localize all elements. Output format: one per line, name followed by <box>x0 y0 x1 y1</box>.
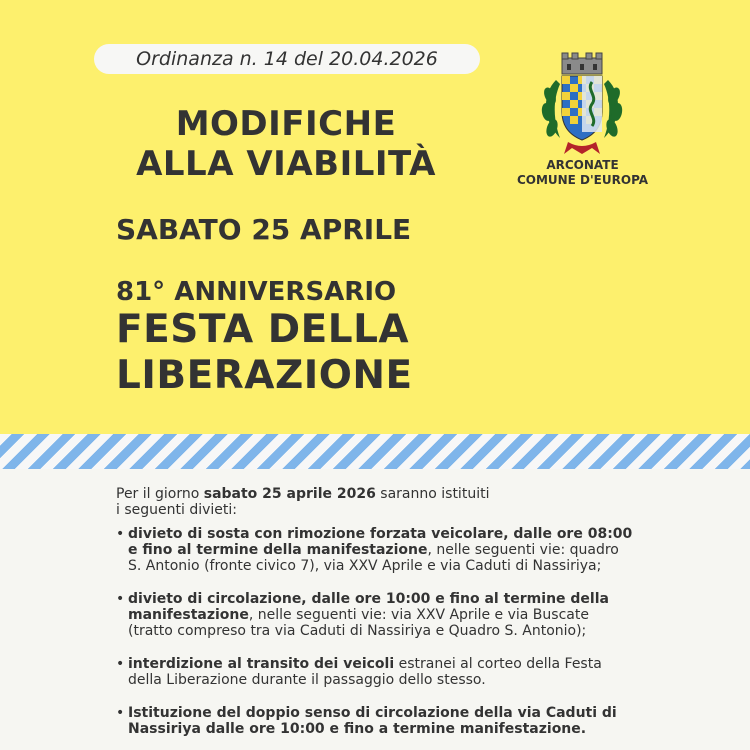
list-item <box>116 591 636 639</box>
coat-of-arms-icon <box>534 50 630 158</box>
municipality-label <box>500 158 665 188</box>
striped-divider <box>0 434 750 472</box>
bullet-icon: • <box>116 705 125 721</box>
ordinance-text <box>116 486 636 750</box>
list-item-bold: divieto di circolazione, dalle ore 10:00 e fino al termine della manifestazione <box>128 591 609 623</box>
festa-line-2: LIBERAZIONE <box>116 353 413 398</box>
intro-suffix: saranno istituiti <box>375 486 490 502</box>
bullet-icon: • <box>116 526 125 542</box>
title-line-2: ALLA VIABILITÀ <box>136 144 436 184</box>
list-item-text: estranei al corteo della Festa della Liberazione durante il passaggio dello stesso. <box>128 656 602 688</box>
festa-title <box>116 307 413 399</box>
list-item-bold: Istituzione del doppio senso di circolazione della via Caduti di Nassiriya dalle ore 10:00 e fino a termine manifestazione. <box>128 705 617 737</box>
list-item-bold: interdizione al transito dei veicoli <box>128 656 395 672</box>
municipality-name: ARCONATE <box>546 158 619 172</box>
list-item <box>116 656 636 688</box>
event-date: SABATO 25 APRILE <box>116 213 412 246</box>
list-item-text: , nelle seguenti vie: quadro S. Antonio (fronte civico 7), via XXV Aprile e via Caduti di Nassiriya; <box>128 542 619 574</box>
list-item <box>116 526 636 574</box>
municipality-motto: COMUNE D'EUROPA <box>516 173 649 187</box>
anniversary-label: 81° ANNIVERSARIO <box>116 277 397 307</box>
list-item-bold: divieto di sosta con rimozione forzata veicolare, dalle ore 08:00 e fino al termine della manifestazione <box>128 526 633 558</box>
intro-paragraph <box>116 486 636 518</box>
list-item <box>116 705 636 737</box>
intro-line-2: i seguenti divieti: <box>116 502 237 518</box>
bullet-icon: • <box>116 591 125 607</box>
intro-date: sabato 25 aprile 2026 <box>203 486 376 502</box>
ordinanza-badge: Ordinanza n. 14 del 20.04.2026 <box>94 44 480 74</box>
list-item-text: , nelle seguenti vie: via XXV Aprile e via Buscate (tratto compreso tra via Caduti di Nassiriya e Quadro S. Antonio); <box>128 607 589 639</box>
bullet-icon: • <box>116 656 125 672</box>
festa-line-1: FESTA DELLA <box>116 307 410 352</box>
intro-prefix: Per il giorno <box>116 486 204 502</box>
title-line-1: MODIFICHE <box>175 104 397 144</box>
prohibitions-list <box>116 526 636 737</box>
page-title <box>116 104 456 184</box>
